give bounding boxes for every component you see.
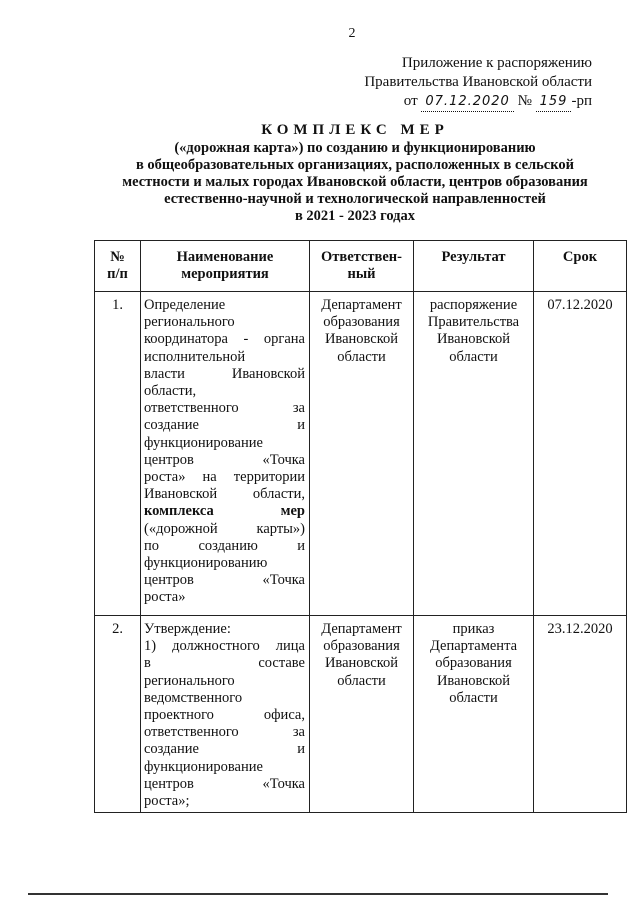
appendix-line-1: Приложение к распоряжению — [401, 55, 592, 71]
header-num — [95, 241, 141, 292]
footer-divider — [28, 893, 608, 895]
deadline: 23.12.2020 — [534, 616, 627, 813]
handwritten-number: 159 — [536, 92, 572, 112]
responsible-line: области — [337, 348, 386, 365]
appendix-from-label: от — [403, 93, 418, 109]
appendix-line-2: Правительства Ивановской области — [364, 74, 592, 90]
appendix-date-line — [312, 92, 592, 112]
responsible-line: Департамент — [321, 621, 402, 637]
header-name — [141, 241, 310, 292]
roadmap-table — [94, 240, 627, 813]
title-line-5: естественно-научной и технологической направленностей — [164, 191, 546, 207]
handwritten-date: 07.12.2020 — [421, 92, 513, 112]
activity-name-line: области, — [144, 383, 197, 400]
activity-name-line: создание и — [144, 417, 305, 434]
responsible-line: образования — [323, 314, 400, 331]
responsible-line: образования — [323, 638, 400, 655]
activity-name-line: роста» на территории — [144, 469, 305, 486]
activity-name-line: Ивановской области, — [144, 486, 305, 503]
header-name-line-1: Наименование — [176, 249, 274, 265]
activity-name-line: исполнительной — [144, 348, 246, 365]
activity-name — [141, 616, 310, 813]
activity-name-line: функционированию — [144, 555, 268, 572]
result — [414, 616, 534, 813]
row-number: 2. — [95, 616, 141, 813]
result-line: образования — [435, 655, 512, 672]
header-resp-line-1: Ответствен- — [321, 249, 402, 265]
result-line: распоряжение — [429, 297, 518, 313]
activity-name-line: координатора - органа — [144, 331, 305, 348]
activity-name-line: в составе — [144, 655, 305, 672]
table-row — [95, 292, 627, 616]
appendix-suffix: -рп — [571, 93, 592, 109]
responsible-line: Ивановской — [324, 655, 399, 672]
header-deadline: Срок — [534, 241, 627, 292]
activity-name-line: проектного офиса, — [144, 707, 305, 724]
activity-name-line: («дорожной карты») — [144, 520, 305, 537]
activity-name-line: ответственного за — [144, 400, 305, 417]
activity-name-line: Определение — [144, 297, 226, 313]
result-line: области — [449, 348, 498, 365]
result-line: Департамента — [429, 638, 518, 655]
result-line: Ивановской — [436, 331, 511, 348]
title-main: КОМПЛЕКС МЕР — [261, 122, 449, 138]
activity-name-line: функционирование — [144, 434, 263, 451]
title-line-3: в общеобразовательных организациях, расположенных в сельской — [135, 157, 575, 173]
appendix-block — [312, 54, 592, 112]
activity-name-line: 1) должностного лица — [144, 638, 305, 655]
header-num-line-2: п/п — [107, 266, 128, 283]
activity-name-line: создание и — [144, 741, 305, 758]
activity-name-line: роста» — [144, 589, 186, 606]
activity-name-line: ответственного за — [144, 724, 305, 741]
activity-name-line: центров «Точка — [144, 775, 305, 792]
deadline: 07.12.2020 — [534, 292, 627, 616]
activity-name-line: ведомственного — [144, 689, 243, 706]
activity-name-line: регионального — [144, 672, 235, 689]
header-name-line-2: мероприятия — [181, 266, 269, 283]
result-line: Правительства — [427, 314, 520, 331]
activity-name-line: регионального — [144, 314, 235, 331]
responsible-line: Департамент — [321, 297, 402, 313]
result-line: Ивановской — [436, 672, 511, 689]
header-resp-line-2: ный — [347, 266, 376, 283]
document-title — [105, 122, 605, 225]
activity-name-line: Утверждение: — [144, 621, 231, 637]
header-num-line-1: № — [110, 249, 125, 265]
header-responsible — [310, 241, 414, 292]
title-line-2: («дорожная карта») по созданию и функционированию — [174, 140, 536, 156]
activity-name-line: комплекса мер — [144, 503, 305, 520]
activity-name — [141, 292, 310, 616]
result-line: области — [449, 689, 498, 706]
responsible — [310, 616, 414, 813]
responsible-line: области — [337, 672, 386, 689]
header-result: Результат — [414, 241, 534, 292]
appendix-number-label: № — [517, 93, 532, 109]
table-header-row — [95, 241, 627, 292]
responsible — [310, 292, 414, 616]
result — [414, 292, 534, 616]
activity-name-line: функционирование — [144, 758, 263, 775]
activity-name-line: роста»; — [144, 793, 190, 810]
title-line-4: местности и малых городах Ивановской области, центров образования — [122, 174, 588, 190]
table-row — [95, 616, 627, 813]
row-number: 1. — [95, 292, 141, 616]
activity-name-line: центров «Точка — [144, 451, 305, 468]
page-number: 2 — [348, 26, 356, 41]
activity-name-line: центров «Точка — [144, 572, 305, 589]
title-line-6: в 2021 - 2023 годах — [294, 208, 416, 224]
activity-name-line: по созданию и — [144, 537, 305, 554]
responsible-line: Ивановской — [324, 331, 399, 348]
result-line: приказ — [452, 621, 495, 637]
activity-name-line: власти Ивановской — [144, 365, 305, 382]
